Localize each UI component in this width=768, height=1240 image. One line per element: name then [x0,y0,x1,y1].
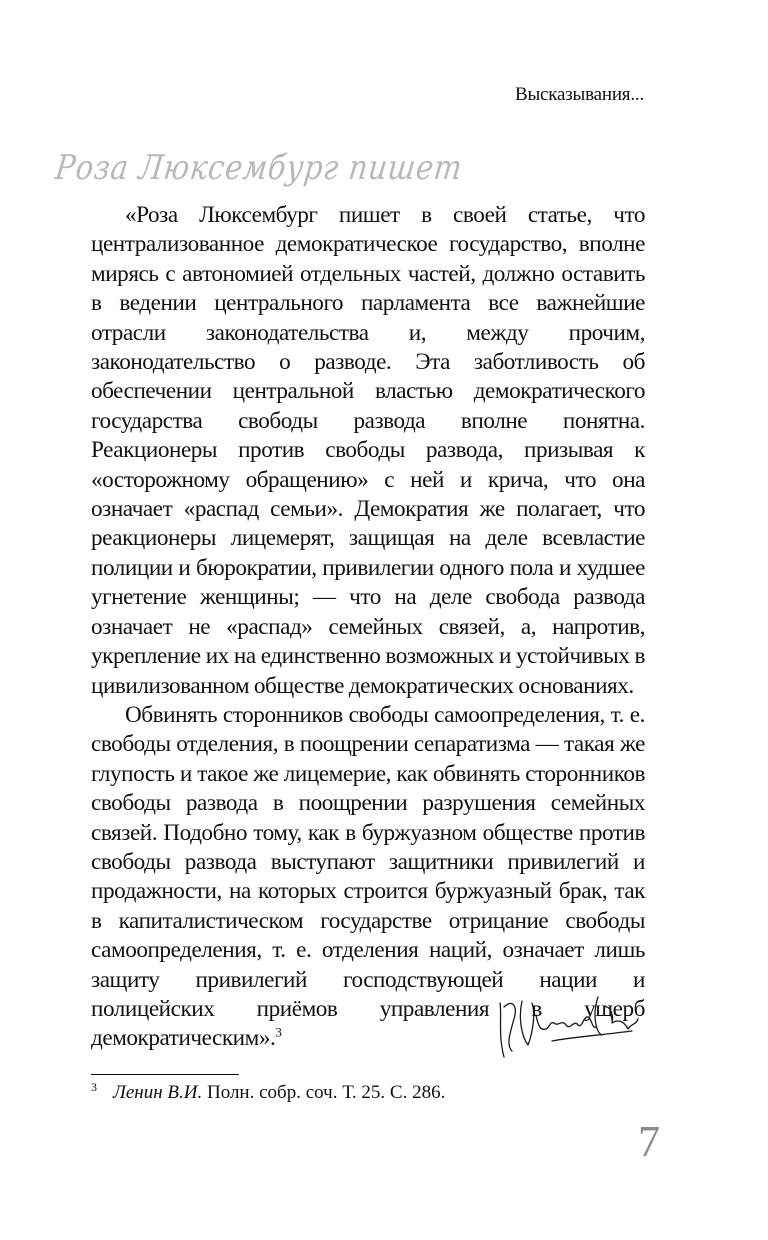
footnote-source: Полн. собр. соч. Т. 25. С. 286. [202,1082,446,1103]
quote-paragraph-1-text: «Роза Люксембург пишет в своей статье, что централизованное демократическое государство, вполне мирясь с автономией отдельных частей, должно оставить в ведении центрального парламента все важнейшие отрасли законодательства и, между прочим, законодательство о разводе. Эта заботливость об обеспечении центральной властью демократического государства свободы развода вполне понятна. Реакционеры против свободы развода, призывая к «осторожному обращению» с ней и крича, что она означает «распад семьи». Демократия же полагает, что реакционеры лицемерят, защищая на деле всевластие полиции и бюрократии, привилегии одного пола и худшее угнетение женщины; — что на деле свобода развода означает не «распад» семейных связей, а, напротив, укрепление их на единственно возможных и устойчивых в цивилизованном обществе демократических основаниях. [91,202,645,699]
footnote: 3 Ленин В.И. Полн. собр. соч. Т. 25. С. 286. [91,1079,446,1103]
quote-body [91,201,645,1054]
quote-paragraph-2-text: Обвинять сторонников свободы самоопределения, т. е. свободы отделения, в поощрении сепаратизма — такая же глупость и такое же лицемерие, как обвинять сторонников свободы развода в поощрении разрушения семейных связей. Подобно тому, как в буржуазном обществе против свободы развода выступают защитники привилегий и продажности, на которых строится буржуазный брак, так в капиталистическом государстве отрицание свободы самоопределения, т. е. отделения наций, означает лишь защиту привилегий господствующей нации и полицейских приёмов управления в ущерб демократическим». [91,701,645,1052]
running-header: Высказывания... [515,84,644,105]
page-number: 7 [638,1117,660,1166]
quote-paragraph-1 [91,201,645,701]
footnote-reference: 3 [275,1024,282,1040]
footnote-author: Ленин В.И. [113,1082,203,1103]
handwritten-note: Роза Люксембург пишет [53,148,465,188]
signature-image [492,985,642,1065]
footnote-divider [91,1074,239,1075]
